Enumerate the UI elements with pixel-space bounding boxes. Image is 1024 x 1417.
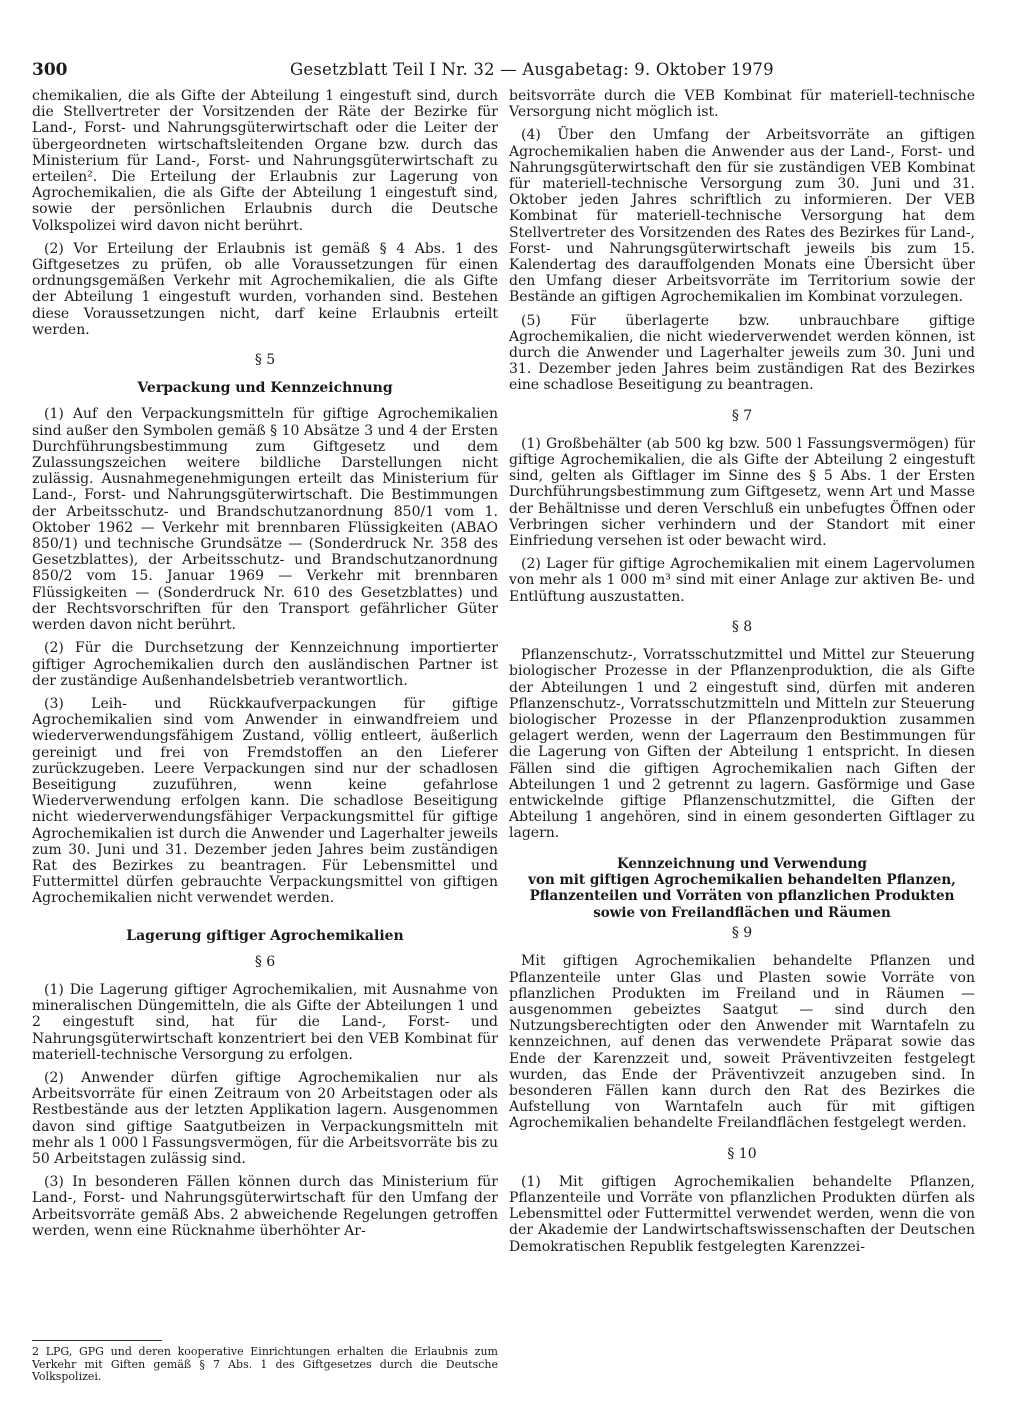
page-number: 300	[32, 60, 68, 80]
paragraph: (2) Vor Erteilung der Erlaubnis ist gemäß § 4 Abs. 1 des Giftgesetzes zu prüfen, ob alle Voraussetzungen für einen ordnungsgemäßen Verkehr mit Agrochemikalien, die als Gifte der Abteilung 1 eingestuft wurden, vorhanden sind. Bestehen diese Voraussetzungen nicht, darf keine Erlaubnis erteilt werden.	[32, 240, 498, 338]
footnote: 2 LPG, GPG und deren kooperative Einrichtungen erhalten die Erlaubnis zum Verkehr mit Giften gemäß § 7 Abs. 1 des Giftgesetzes durch die Deutsche Volkspolizei.	[32, 1345, 498, 1383]
section-heading	[509, 856, 975, 922]
paragraph: (3) Leih- und Rückkaufverpackungen für giftige Agrochemikalien sind vom Anwender in einwandfreiem und wiederverwendungsfähigem Zustand, völlig entleert, äußerlich gereinigt und frei von Fremdstoffen an den Lieferer zurückzugeben. Leere Verpackungen sind nur der schadlosen Beseitigung zuzuführen, wenn keine gefahrlose Wiederverwendung erfolgen kann. Die schadlose Beseitigung nicht wiederverwendungsfähiger Verpackungsmittel für giftige Agrochemikalien ist durch die Anwender und Lagerhalter jeweils zum 30. Juni und 31. Dezember jeden Jahres beim zuständigen Rat des Bezirkes zu beantragen. Für Lebensmittel und Futtermittel dürfen gebrauchte Verpackungsmittel von giftigen Agrochemikalien nicht verwendet werden.	[32, 695, 498, 907]
right-column	[509, 88, 975, 1262]
footnote-divider	[32, 1340, 162, 1341]
heading-line: Kennzeichnung und Verwendung	[617, 855, 867, 872]
section-number: § 9	[731, 925, 753, 942]
section-heading: Verpackung und Kennzeichnung	[137, 380, 393, 397]
paragraph: chemikalien, die als Gifte der Abteilung 1 eingestuft sind, durch die Stellvertreter der Vorsitzenden der Räte der Bezirke für Land-, Forst- und Nahrungsgüterwirtschaft oder die Leiter der übergeordneten wirtschaftsleitenden Organe bzw. durch das Ministerium für Land-, Forst- und Nahrungsgüterwirtschaft zu erteilen². Die Erteilung der Erlaubnis zur Lagerung von Agrochemikalien, die als Gifte der Abteilung 1 eingestuft sind, sowie der persönlichen Erlaubnis durch die Deutsche Volkspolizei wird davon nicht berührt.	[32, 88, 498, 234]
section-heading: Lagerung giftiger Agrochemikalien	[126, 927, 404, 944]
running-title: Gesetzblatt Teil I Nr. 32 — Ausgabetag: 9. Oktober 1979	[290, 60, 774, 79]
paragraph: (1) Die Lagerung giftiger Agrochemikalien, mit Ausnahme von mineralischen Düngemitteln, die als Gifte der Abteilungen 1 und 2 eingestuft sind, hat für die Land-, Forst- und Nahrungsgüterwirtschaft konzentriert bei den VEB Kombinat für materiell-technische Versorgung zu erfolgen.	[32, 981, 498, 1063]
paragraph: Pflanzenschutz-, Vorratsschutzmittel und Mittel zur Steuerung biologischer Prozesse in der Pflanzenproduktion, die als Gifte der Abteilungen 1 und 2 eingestuft sind, dürfen mit anderen Pflanzenschutz-, Vorratsschutzmitteln und Mitteln zur Steuerung biologischer Prozesse in der Pflanzenproduktion zusammen gelagert werden, wenn der Lagerraum den Bestimmungen für die Lagerung von Giften der Abteilung 1 entspricht. In diesen Fällen sind die giftigen Agrochemikalien nach Giften der Abteilungen 1 und 2 getrennt zu lagern. Gasförmige und Gase entwickelnde giftige Pflanzenschutzmittel, die Giften der Abteilung 1 angehören, sind in einem gesonderten Giftlager zu lagern.	[509, 647, 975, 842]
paragraph: (1) Großbehälter (ab 500 kg bzw. 500 l Fassungsvermögen) für giftige Agrochemikalien, die als Gifte der Abteilung 2 eingestuft sind, gelten als Giftlager im Sinne des § 5 Abs. 1 der Ersten Durchführungsbestimmung zum Giftgesetz, wenn Art und Masse der Behältnisse und deren Verschluß ein unbefugtes Öffnen oder Verbringen sicher verhindern und der Standort mit einer Einfriedung versehen ist oder bewacht wird.	[509, 435, 975, 550]
section-number: § 6	[254, 953, 276, 970]
heading-line: von mit giftigen Agrochemikalien behandelten Pflanzen,	[528, 871, 956, 888]
section-number: § 10	[727, 1145, 757, 1162]
paragraph: (1) Mit giftigen Agrochemikalien behandelte Pflanzen, Pflanzenteile und Vorräte von pflanzlichen Produkten dürfen als Lebensmittel oder Futtermittel verwendet werden, wenn die von der Akademie der Landwirtschaftswissenschaften der Deutschen Demokratischen Republik festgelegten Karenzzei-	[509, 1173, 975, 1255]
left-column	[32, 88, 498, 1246]
section-number: § 7	[731, 407, 753, 424]
page-header	[32, 60, 982, 86]
heading-line: sowie von Freilandflächen und Räumen	[593, 904, 891, 921]
paragraph: (2) Lager für giftige Agrochemikalien mit einem Lagervolumen von mehr als 1 000 m³ sind mit einer Anlage zur aktiven Be- und Entlüftung auszustatten.	[509, 556, 975, 605]
paragraph: (2) Anwender dürfen giftige Agrochemikalien nur als Arbeitsvorräte für einen Zeitraum von 20 Arbeitstagen oder als Restbestände aus der letzten Applikation lagern. Ausgenommen davon sind giftige Saatgutbeizen in Verpackungsmitteln mit mehr als 1 000 l Fassungsvermögen, für die Arbeitsvorräte bis zu 50 Arbeitstagen zulässig sind.	[32, 1069, 498, 1167]
paragraph: (4) Über den Umfang der Arbeitsvorräte an giftigen Agrochemikalien haben die Anwender aus der Land-, Forst- und Nahrungsgüterwirtschaft den für sie zuständigen VEB Kombinat für materiell-technische Versorgung zum 30. Juni und 31. Oktober jeden Jahres schriftlich zu informieren. Der VEB Kombinat für materiell-technische Versorgung hat dem Stellvertreter des Vorsitzenden des Rates des Bezirkes für Land-, Forst- und Nahrungsgüterwirtschaft jeweils bis zum 15. Kalendertag des darauffolgenden Monats eine Übersicht über den Umfang dieser Arbeitsvorräte im Territorium sowie der Bestände an giftigen Agrochemikalien im Kombinat vorzulegen.	[509, 127, 975, 306]
heading-line: Pflanzenteilen und Vorräten von pflanzlichen Produkten	[529, 888, 955, 905]
paragraph: Mit giftigen Agrochemikalien behandelte Pflanzen und Pflanzenteile unter Glas und Plasten sowie Vorräte von pflanzlichen Produkten im Freiland und in Räumen — ausgenommen gebeiztes Saatgut — sind durch den Nutzungsberechtigten oder den Anwender mit Warntafeln zu kennzeichnen, auf denen das verwendete Präparat sowie das Ende der Karenzzeit und, soweit Präventivzeiten festgelegt wurden, das Ende der Präventivzeit anzugeben sind. In besonderen Fällen kann durch den Rat des Bezirkes die Aufstellung von Warntafeln auch für mit giftigen Agrochemikalien behandelte Freilandflächen festgelegt werden.	[509, 953, 975, 1132]
paragraph: beitsvorräte durch die VEB Kombinat für materiell-technische Versorgung nicht möglich ist.	[509, 88, 975, 121]
paragraph: (3) In besonderen Fällen können durch das Ministerium für Land-, Forst- und Nahrungsgüterwirtschaft für den Umfang der Arbeitsvorräte gemäß Abs. 2 abweichende Regelungen getroffen werden, wenn eine Rücknahme überhöhter Ar-	[32, 1174, 498, 1239]
paragraph: (2) Für die Durchsetzung der Kennzeichnung importierter giftiger Agrochemikalien durch den ausländischen Partner ist der zuständige Außenhandelsbetrieb verantwortlich.	[32, 640, 498, 689]
section-number: § 5	[254, 352, 276, 369]
paragraph: (1) Auf den Verpackungsmitteln für giftige Agrochemikalien sind außer den Symbolen gemäß § 10 Absätze 3 und 4 der Ersten Durchführungsbestimmung zum Giftgesetz und dem Zulassungszeichen weitere bildliche Darstellungen nicht zulässig. Ausnahmegenehmigungen erteilt das Ministerium für Land-, Forst- und Nahrungsgüterwirtschaft. Die Bestimmungen der Arbeitsschutz- und Brandschutzanordnung 850/1 vom 1. Oktober 1962 — Verkehr mit brennbaren Flüssigkeiten (ABAO 850/1) und technische Grundsätze — (Sonderdruck Nr. 358 des Gesetzblattes), der Arbeitsschutz- und Brandschutzanordnung 850/2 vom 15. Januar 1969 — Verkehr mit brennbaren Flüssigkeiten — (Sonderdruck Nr. 610 des Gesetzblattes) und der Rechtsvorschriften für den Transport gefährlicher Güter werden davon nicht berührt.	[32, 406, 498, 634]
paragraph: (5) Für überlagerte bzw. unbrauchbare giftige Agrochemikalien, die nicht wiederverwendet werden können, ist durch die Anwender und Lagerhalter jeweils zum 30. Juni und 31. Dezember jeden Jahres beim zuständigen Rat des Bezirkes eine schadlose Beseitigung zu beantragen.	[509, 312, 975, 394]
section-number: § 8	[731, 618, 753, 635]
